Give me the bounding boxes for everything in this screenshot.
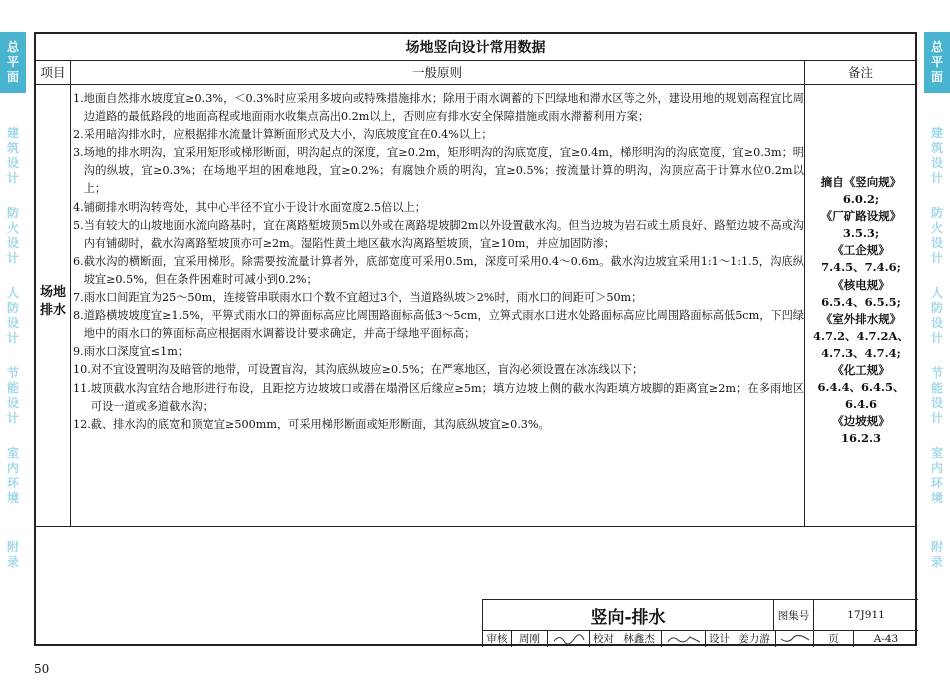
header-principle: 一般原则 (70, 60, 804, 85)
item-number: 12. (73, 417, 91, 431)
item-number: 11. (73, 381, 91, 395)
tab-char: 计 (930, 331, 943, 345)
note-line: 6.4.4、6.4.5、 (817, 380, 905, 395)
item-number: 9. (73, 345, 84, 359)
right-tab-1[interactable] (924, 118, 950, 194)
drawing-title: 竖向-排水 (590, 607, 666, 628)
item-text: 场地的排水明沟，宜采用矩形或梯形断面，明沟起点的深度，宜≥0.2m，矩形明沟的沟底宽度，宜≥0.4m，梯形明沟的沟底宽度，宜≥0.3m；明沟的纵坡，宜≥0.3%；在场地平坦的困难地段，宜≥0.2%；有腐蚀介质的明沟，宜≥0.5%；按流量计算的明沟，沟顶应高于计算水位0.2m以上； (83, 146, 804, 196)
list-item (73, 416, 804, 434)
item-text: 当有较大的山坡地面水流向路基时，宜在离路堑坡顶5m以外或在离路堤坡脚2m以外设置截水沟。但当边坡为岩石或土质良好、路堑边坡不高或沟内有铺砌时，截水沟离路堑坡顶亦可≥2m。湿陷性黄土地区截水沟离路堑坡顶，宜≥10m，并应加固防渗； (83, 218, 804, 250)
note-line: 6.5.4、6.5.5; (821, 294, 901, 309)
checker-name: 林鑫杰 (623, 633, 655, 645)
note-line: 16.2.3 (840, 431, 881, 446)
item-number: 3. (73, 146, 84, 160)
item-text: 截水沟的横断面，宜采用梯形。除需要按流量计算者外，底部宽度可采用0.5m，深度可采用0.4～0.6m。截水沟边坡宜采用1:1～1:1.5，沟底纵坡宜≥0.5%，但在条件困难时可减小到0.2%； (83, 254, 804, 286)
tab-char: 设 (6, 236, 19, 250)
page-code: A-43 (853, 630, 918, 647)
tab-char: 节 (930, 366, 943, 380)
tab-char: 设 (6, 396, 19, 410)
tab-char: 能 (930, 381, 943, 395)
tab-char: 防 (930, 301, 943, 315)
tab-char: 设 (6, 316, 19, 330)
item-text: 坡顶截水沟宜结合地形进行布设，且距挖方边坡坡口或潜在塌滑区后缘应≥5m；填方边坡上侧的截水沟距填方坡脚的距离宜≥2m；在多雨地区可设一道或多道截水沟； (90, 381, 804, 413)
item-number: 8. (73, 309, 84, 323)
column-divider (804, 60, 805, 526)
list-item (73, 217, 804, 253)
note-line: 摘自《竖向规》 (820, 175, 902, 189)
left-tab-1[interactable] (0, 118, 26, 194)
tab-char: 平 (930, 55, 943, 69)
tab-char: 筑 (6, 141, 19, 155)
tab-char: 计 (6, 251, 19, 265)
tab-char: 人 (6, 286, 19, 300)
designer-name: 姜力游 (738, 633, 770, 645)
column-divider (70, 60, 71, 526)
item-text: 地面自然排水坡度宜≥0.3%，＜0.3%时应采用多坡向或特殊措施排水；除用于雨水调蓄的下凹绿地和滞水区等之外，建设用地的规划高程宜比周边道路的最低路段的地面高程或地面雨水收集点高出0.2m以上，否则应有排水安全保障措施或雨水滞蓄利用方案； (83, 92, 804, 124)
tab-char: 计 (6, 171, 19, 185)
left-tab-2[interactable] (0, 198, 26, 274)
tab-char: 计 (930, 171, 943, 185)
note-line: 3.5.3; (842, 226, 880, 241)
tab-char: 面 (930, 70, 943, 84)
item-text: 对不宜设置明沟及暗管的地带，可设置盲沟，其沟底纵坡应≥0.5%；在严寒地区，盲沟必须设置在冰冻线以下； (90, 363, 644, 377)
item-number: 4. (73, 200, 84, 214)
item-text: 雨水口间距宜为25～50m，连接管串联雨水口个数不宜超过3个，当道路纵坡＞2%时，雨水口的间距可＞50m； (83, 291, 643, 305)
note-line: 《工企规》 (832, 243, 890, 258)
right-tab-0[interactable] (924, 32, 950, 93)
tab-char: 防 (930, 206, 943, 220)
note-line: 《室外排水规》 (820, 311, 902, 326)
item-number: 10. (73, 363, 91, 377)
principle-list (73, 90, 804, 434)
list-item (73, 199, 804, 217)
page-label: 页 (813, 630, 853, 647)
signature-mark (552, 633, 586, 645)
note-line: 6.0.2; (842, 192, 880, 207)
tab-char: 计 (930, 411, 943, 425)
note-line: 《厂矿路设规》 (820, 209, 902, 224)
right-tab-3[interactable] (924, 278, 950, 354)
item-text: 截、排水沟的底宽和顶宽宜≥500mm，可采用梯形断面或矩形断面，其沟底纵坡宜≥0.3%。 (90, 417, 550, 431)
note-line: 《边坡规》 (832, 414, 890, 429)
tab-char: 环 (930, 476, 943, 490)
main-table-frame (34, 32, 917, 646)
tab-char: 附 (930, 540, 943, 554)
left-tab-5[interactable] (0, 438, 26, 514)
tab-char: 设 (930, 316, 943, 330)
tab-char: 建 (930, 126, 943, 140)
reviewer-signature (547, 630, 589, 647)
signature-mark (779, 633, 811, 645)
item-number: 5. (73, 218, 84, 232)
item-number: 2. (73, 128, 84, 142)
item-text: 采用暗沟排水时，应根据排水流量计算断面形式及大小，沟底坡度宜在0.4%以上； (83, 128, 493, 142)
designer-signature (775, 630, 813, 647)
tab-char: 设 (930, 396, 943, 410)
left-tab-6[interactable] (0, 532, 26, 578)
list-item (73, 361, 804, 379)
tab-char: 计 (930, 251, 943, 265)
left-tab-0[interactable] (0, 32, 26, 93)
note-line: 《化工规》 (832, 363, 890, 378)
tab-char: 火 (6, 221, 19, 235)
list-item (73, 90, 804, 126)
tab-char: 防 (6, 206, 19, 220)
tab-char: 设 (930, 236, 943, 250)
signature-mark (666, 633, 702, 645)
list-item (73, 253, 804, 289)
tab-char: 录 (930, 555, 943, 569)
tab-char: 筑 (930, 141, 943, 155)
tab-char: 总 (930, 40, 943, 54)
tab-char: 计 (6, 411, 19, 425)
note-line: 4.7.3、4.7.4; (821, 345, 901, 360)
tab-char: 节 (6, 366, 19, 380)
left-tab-3[interactable] (0, 278, 26, 354)
item-number: 1. (73, 92, 84, 105)
note-line: 6.4.6 (844, 397, 877, 412)
left-tab-4[interactable] (0, 358, 26, 434)
check-label: 校对 (589, 630, 617, 647)
tab-char: 设 (930, 156, 943, 170)
header-note: 备注 (804, 60, 917, 85)
item-number: 6. (73, 254, 84, 268)
right-tab-5[interactable] (924, 438, 950, 514)
item-text: 道路横坡坡度宜≥1.5%，平箅式雨水口的箅面标高应比周围路面标高低3～5cm，立箅式雨水口进水处路面标高应比周围路面标高低5cm，下凹绿地中的雨水口的箅面标高应根据雨水调蓄设计要求确定，并高于绿地平面标高； (83, 309, 804, 341)
table-title: 场地竖向设计常用数据 (36, 34, 915, 61)
tab-char: 室 (6, 446, 19, 460)
tab-char: 总 (6, 40, 19, 54)
list-item (73, 307, 804, 343)
note-line: 《核电规》 (832, 277, 890, 292)
right-side-tabs (924, 32, 950, 628)
category-text: 场地排水 (39, 285, 66, 318)
list-item (73, 126, 804, 144)
right-tab-4[interactable] (924, 358, 950, 434)
left-side-tabs (0, 32, 26, 628)
tab-char: 境 (6, 491, 19, 505)
tab-char: 环 (6, 476, 19, 490)
tab-char: 能 (6, 381, 19, 395)
tab-char: 计 (6, 331, 19, 345)
notes-column (806, 174, 916, 448)
list-item (73, 289, 804, 307)
note-line: 7.4.5、7.4.6; (821, 260, 901, 275)
header-item: 项目 (36, 60, 70, 85)
design-label: 设计 (705, 630, 733, 647)
table-bottom-line (36, 526, 915, 527)
list-item (73, 380, 804, 416)
tab-char: 内 (930, 461, 943, 475)
category-label (36, 284, 70, 320)
reviewer-name: 周刚 (511, 630, 547, 647)
tab-char: 人 (930, 286, 943, 300)
atlas-label: 图集号 (773, 600, 813, 630)
review-label: 审核 (486, 633, 508, 645)
tab-char: 境 (930, 491, 943, 505)
tab-char: 面 (6, 70, 19, 84)
tab-char: 防 (6, 301, 19, 315)
tab-char: 火 (930, 221, 943, 235)
atlas-number: 17J911 (813, 600, 918, 630)
checker-signature (661, 630, 705, 647)
tab-char: 建 (6, 126, 19, 140)
tab-char: 内 (6, 461, 19, 475)
item-text: 铺砌排水明沟转弯处，其中心半径不宜小于设计水面宽度2.5倍以上； (83, 200, 426, 214)
right-tab-6[interactable] (924, 532, 950, 578)
title-block (482, 599, 918, 647)
note-line: 4.7.2、4.7.2A、 (813, 328, 909, 343)
item-number: 7. (73, 291, 84, 305)
page-number: 50 (34, 662, 50, 676)
tab-char: 录 (6, 555, 19, 569)
list-item (73, 144, 804, 198)
tab-char: 室 (930, 446, 943, 460)
tab-char: 附 (6, 540, 19, 554)
right-tab-2[interactable] (924, 198, 950, 274)
tab-char: 平 (6, 55, 19, 69)
list-item (73, 343, 804, 361)
item-text: 雨水口深度宜≤1m； (83, 345, 190, 359)
tab-char: 设 (6, 156, 19, 170)
